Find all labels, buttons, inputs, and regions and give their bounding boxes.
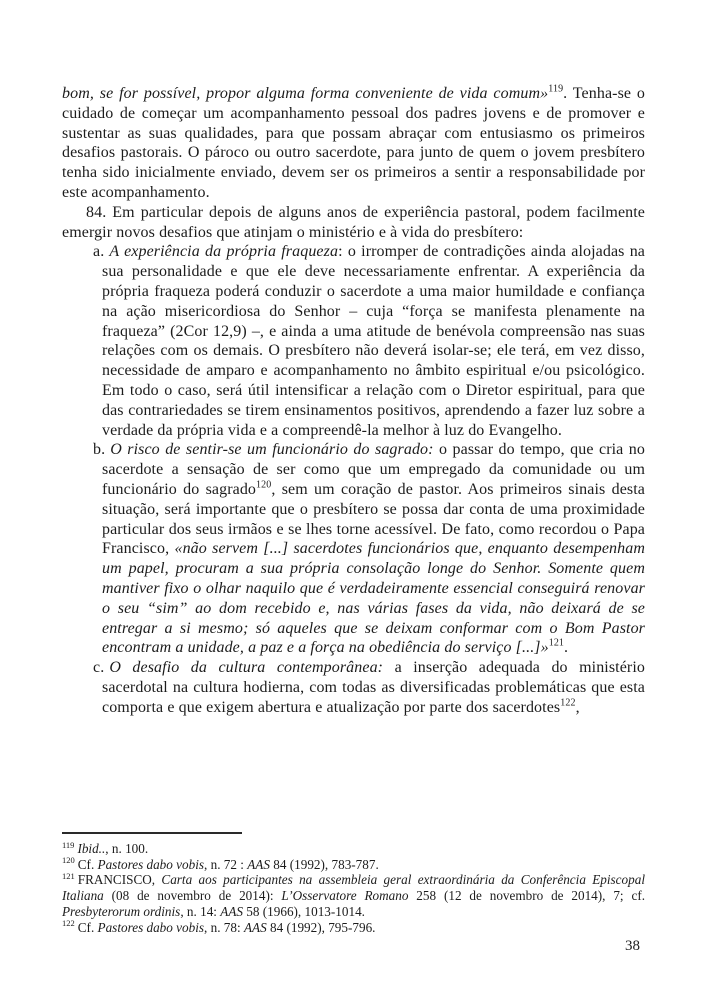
- list-item-b-text: O risco de sentir-se um funcionário do sagrado: o passar do tempo, que cria no sacerdote a sensação de ser como que um empregado da comunidade ou um funcionário do sagrado$^{120}$, sem um coração de pastor. Aos primeiros sinais desta situação, será importante que o presbítero se possa dar conta de uma proximidade particular dos seus irmãos e se lhes torne acessível. De fato, como recordou o Papa Francisco, «não servem [...] sacerdotes funcionários que, enquanto desempenham um papel, procuram a sua própria consolação longe do Senhor. Somente quem mantiver fixo o olhar naquilo que é verdadeiramente essencial conseguirá renovar o seu “sim” ao dom recebido e, nas várias fases da vida, não deixará de se entregar a si mesmo; só aqueles que se deixam conformar com o Bom Pastor encontram a unidade, a paz e a força na obediência do serviço [...]»$^{121}$.: [102, 441, 646, 657]
- footnote-121-marker: 121: [62, 871, 75, 882]
- list-item-a: [62, 242, 645, 440]
- list-item-c-text: O desafio da cultura contemporânea: a inserção adequada do ministério sacerdotal na cultura hodierna, com todas as diversificadas problemáticas que esta comporta e que exigem abertura e atualização por parte dos sacerdotes$^{122}$,: [102, 659, 645, 716]
- body-text: [62, 84, 645, 718]
- footnote-122: [62, 920, 645, 936]
- paragraph-84: 84. Em particular depois de alguns anos de experiência pastoral, podem facilmente emergir novos desafios que atinjam o ministério e à vida do presbítero:: [62, 203, 645, 241]
- footnote-122-marker: 122: [62, 918, 75, 929]
- list-item-b: [62, 440, 645, 658]
- footnote-119: [62, 841, 645, 857]
- footnote-separator: [62, 832, 242, 834]
- list-marker-c: c.: [93, 659, 105, 677]
- paragraph-continuation: bom, se for possível, propor alguma forma conveniente de vida comum»$^{119}$. Tenha-se o cuidado de começar um acompanhamento pessoal dos padres jovens e de promover e sustentar as suas qualidades, para que possam abraçar com entusiasmo os primeiros desafios pastorais. O pároco ou outro sacerdote, para junto de quem o jovem presbítero tenha sido inicialmente enviado, devem ser os primeiros a sentir a responsabilidade por este acompanhamento.: [62, 83, 645, 201]
- list-marker-a: a.: [93, 243, 105, 261]
- list-item-c: [62, 658, 645, 717]
- footnotes-section: [62, 832, 645, 935]
- footnote-122-text: Cf. Pastores dabo vobis, n. 78: AAS 84 (1992), 795-796.: [77, 919, 376, 935]
- footnote-119-marker: 119: [62, 839, 75, 850]
- footnote-119-text: Ibid.., n. 100.: [77, 841, 149, 856]
- footnote-120-text: Cf. Pastores dabo vobis, n. 72 : AAS 84 (1992), 783-787.: [77, 856, 379, 872]
- page-number: 38: [625, 938, 640, 954]
- footnote-121: [62, 872, 645, 919]
- footnote-121-text: FRANCISCO, Carta aos participantes na assembleia geral extraordinária da Conferência Episcopal Italiana (08 de novembro de 2014): L’Osservatore Romano 258 (12 de novembro de 2014), 7; cf. Presbyterorum ordinis, n. 14: AAS 58 (1966), 1013-1014.: [62, 872, 646, 919]
- lettered-list: [62, 242, 645, 717]
- footnote-120: [62, 857, 645, 873]
- list-marker-b: b.: [93, 441, 106, 459]
- footnote-120-marker: 120: [62, 855, 75, 866]
- list-item-a-text: A experiência da própria fraqueza: o irromper de contradições ainda alojadas na sua personalidade e que ele deve necessariamente enfrentar. A experiência da própria fraqueza poderá conduzir o sacerdote a uma maior humildade e confiança na ação misericordiosa do Senhor – cuja “força se manifesta plenamente na fraqueza” (2Cor 12,9) –, e ainda a uma atitude de benévola compreensão nas suas relações com os demais. O presbítero não deverá isolar-se; ele terá, em vez disso, necessidade de amparo e acompanhamento no âmbito espiritual e/ou psicológico. Em todo o caso, será útil intensificar a relação com o Diretor espiritual, para que das contrariedades se tirem ensinamentos positivos, aprendendo a fazer luz sobre a verdade da própria vida e a compreendê-la melhor à luz do Evangelho.: [102, 243, 646, 439]
